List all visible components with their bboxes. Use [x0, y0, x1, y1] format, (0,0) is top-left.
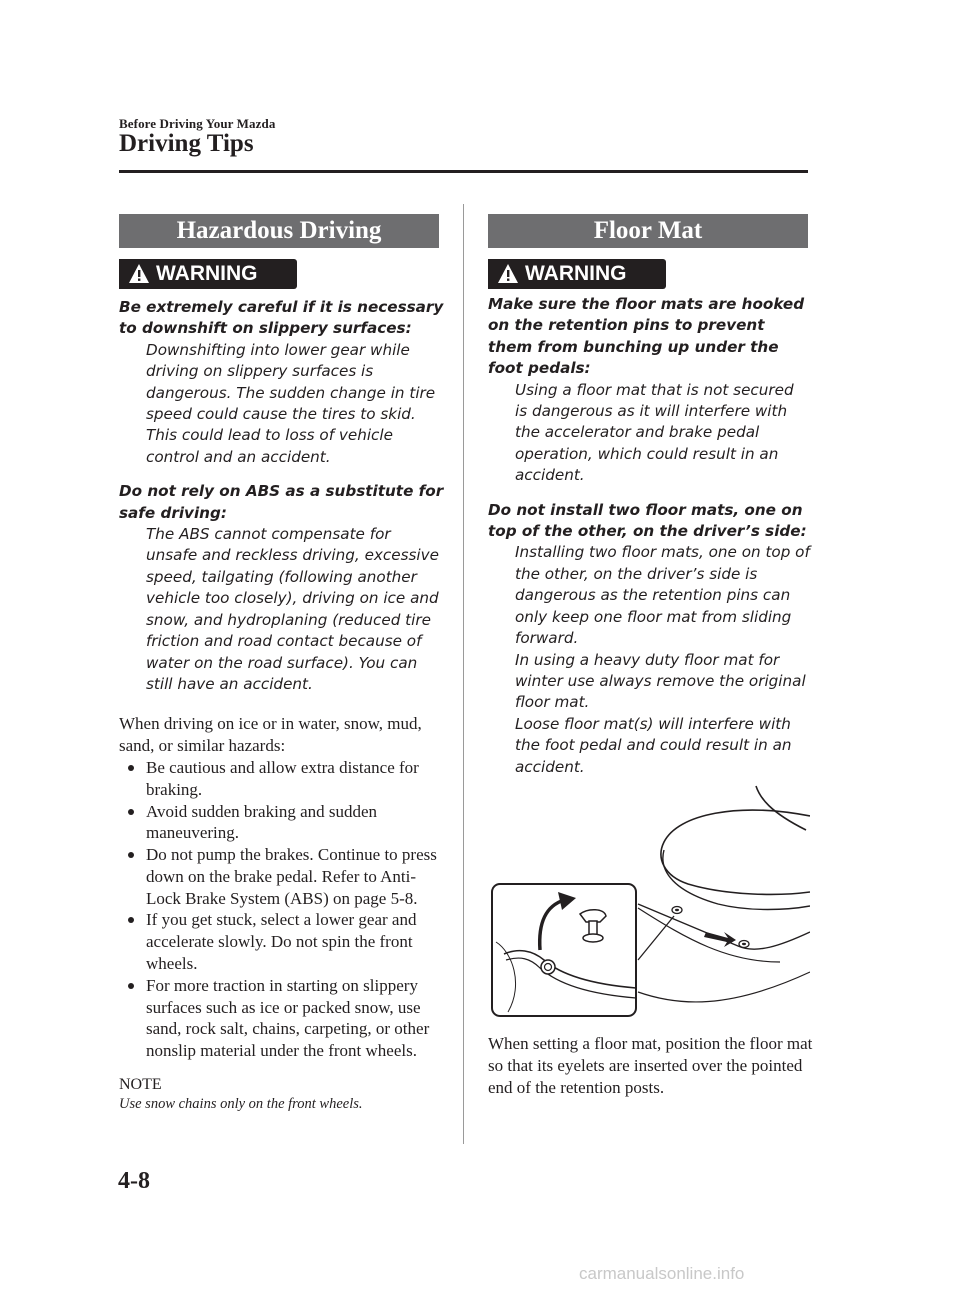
hazards-intro: When driving on ice or in water, snow, mud, sand, or similar hazards:: [119, 714, 422, 756]
page-number: 4-8: [118, 1168, 150, 1194]
list-item: Avoid sudden braking and sudden maneuvering.: [119, 801, 444, 845]
warning-badge: [488, 259, 666, 289]
warning-text: In using a heavy duty floor mat for winter use always remove the original floor mat.: [515, 650, 806, 712]
warning-heading: Make sure the floor mats are hooked on the retention pins to prevent them from bunching up under the foot pedals:: [488, 295, 805, 378]
warning-item: [119, 297, 444, 468]
warning-badge: [119, 259, 297, 289]
warning-text: Installing two floor mats, one on top of the other, on the driver’s side is dangerous as the retention pins can only keep one floor mat from sliding forward.: [515, 543, 810, 648]
section-title-hazardous-driving: Hazardous Driving: [119, 214, 439, 248]
hazards-list: [119, 757, 444, 1062]
right-column: [488, 294, 810, 791]
floor-mat-caption: When setting a floor mat, position the floor mat so that its eyelets are inserted over the pointed end of the retention posts.: [488, 1034, 813, 1097]
floor-mat-illustration: [488, 784, 810, 1020]
warning-triangle-icon: [497, 263, 519, 285]
list-item: Be cautious and allow extra distance for braking.: [119, 757, 444, 801]
warning-triangle-icon: [128, 263, 150, 285]
section-title-floor-mat: Floor Mat: [488, 214, 808, 248]
warning-text: Loose floor mat(s) will interfere with the foot pedal and could result in an accident.: [515, 714, 792, 776]
column-divider: [463, 204, 464, 1144]
header-subtitle: Before Driving Your Mazda: [119, 116, 276, 131]
header-rule: [119, 170, 808, 173]
watermark-text: carmanualsonline.info: [579, 1264, 745, 1283]
warning-text: The ABS cannot compensate for unsafe and reckless driving, excessive speed, tailgating (following another vehicle too closely), driving on ice and snow, and hydroplaning (reduced tire friction and road contact because of water on the road surface). You can still have an accident.: [146, 525, 439, 693]
list-item: Do not pump the brakes. Continue to press down on the brake pedal. Refer to Anti-Lock Brake System (ABS) on page 5-8.: [119, 844, 444, 909]
warning-label: WARNING: [156, 262, 258, 285]
warning-heading: Be extremely careful if it is necessary to downshift on slippery surfaces:: [119, 298, 444, 338]
page-title: Driving Tips: [119, 130, 254, 157]
warning-text: Downshifting into lower gear while driving on slippery surfaces is dangerous. The sudden change in tire speed could cause the tires to skid. This could lead to loss of vehicle control and an accident.: [146, 340, 436, 466]
note-label: NOTE: [119, 1076, 162, 1094]
list-item: For more traction in starting on slippery surfaces such as ice or packed snow, use sand, rock salt, chains, carpeting, or other nonslip material under the front wheels.: [119, 975, 444, 1062]
left-column: [119, 297, 444, 1113]
list-item: If you get stuck, select a lower gear and accelerate slowly. Do not spin the front wheels.: [119, 909, 444, 974]
warning-heading: Do not install two floor mats, one on top of the other, on the driver’s side:: [488, 500, 807, 541]
warning-item: [119, 481, 444, 695]
warning-text: Using a floor mat that is not secured is dangerous as it will interfere with the accelerator and brake pedal operation, which could result in an accident.: [515, 380, 794, 485]
warning-item: [488, 500, 810, 778]
warning-heading: Do not rely on ABS as a substitute for safe driving:: [119, 482, 444, 522]
warning-item: [488, 294, 810, 487]
warning-label: WARNING: [525, 262, 627, 285]
note-text: Use snow chains only on the front wheels.: [119, 1096, 363, 1113]
